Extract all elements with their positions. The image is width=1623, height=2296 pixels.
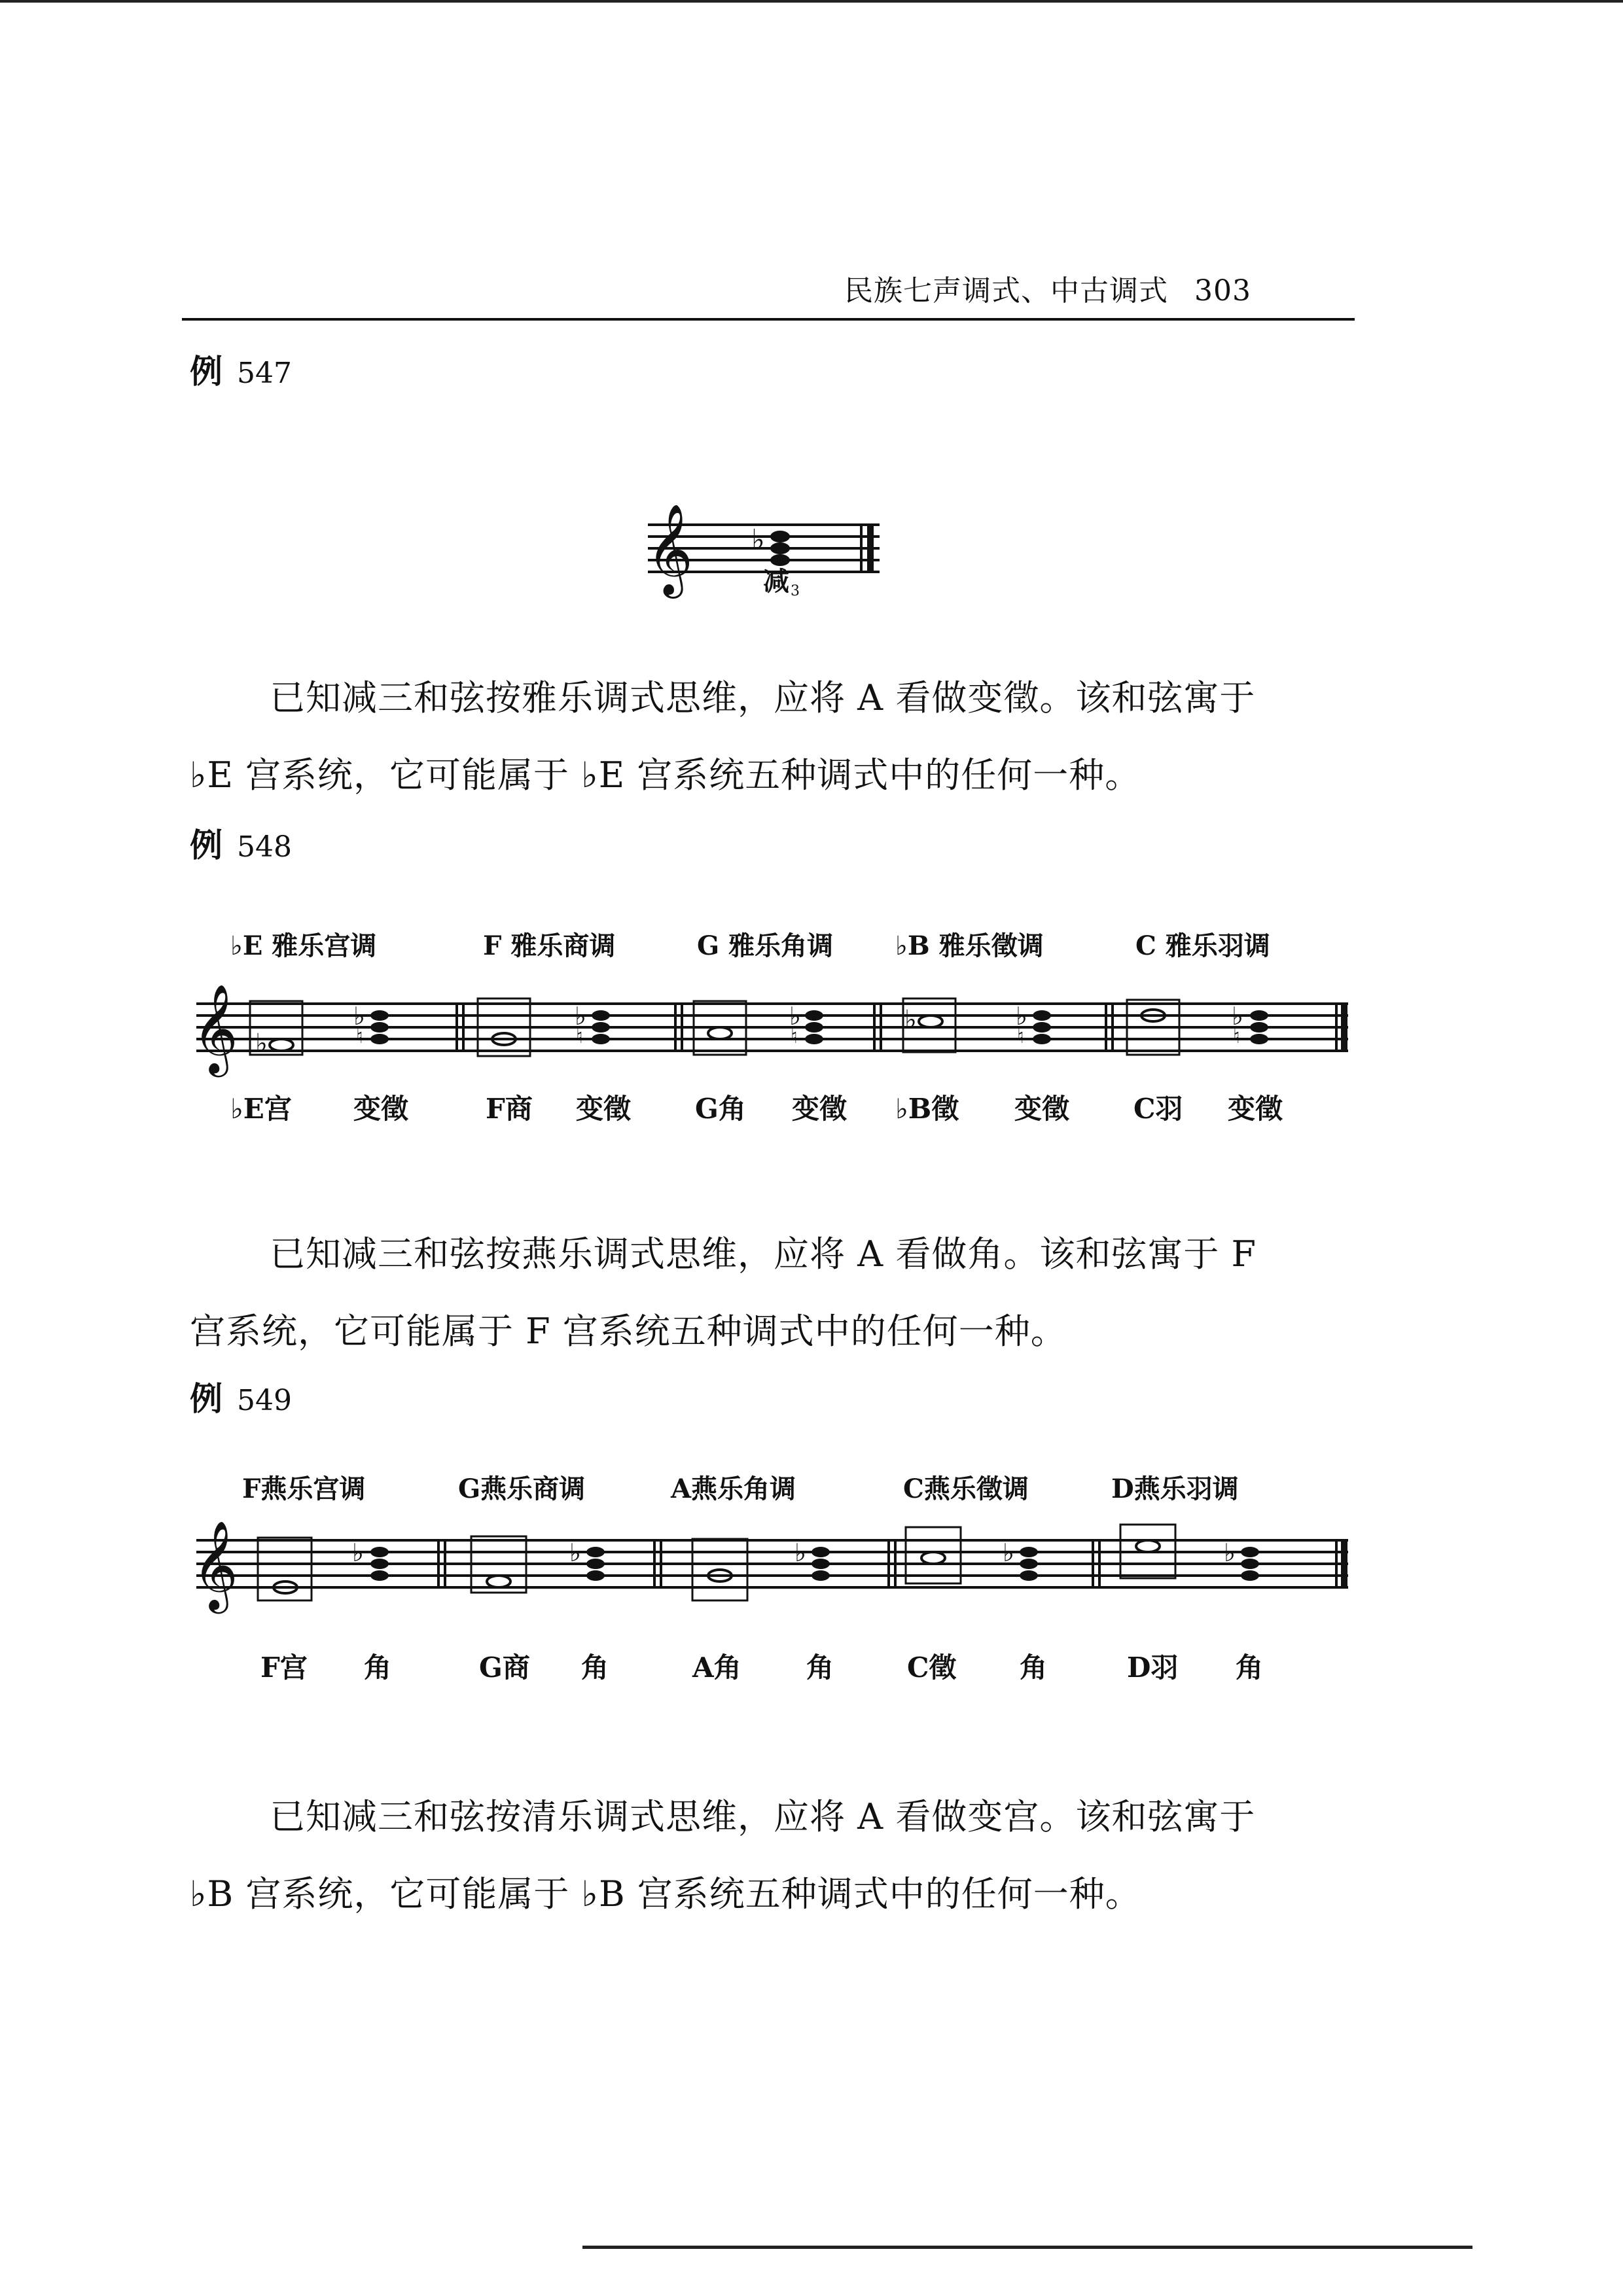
note-label: 变徵: [792, 1093, 847, 1125]
note-label: 角: [806, 1651, 834, 1684]
svg-text:♭: ♭: [352, 1538, 364, 1567]
running-header: [844, 267, 1251, 309]
svg-text:♭: ♭: [1224, 1538, 1236, 1567]
example-547-label: 例 547: [190, 352, 292, 391]
mode-title: C燕乐徵调: [903, 1474, 1029, 1504]
mode-title: ♭B 雅乐徵调: [895, 930, 1044, 961]
example-549-label: 例 549: [190, 1379, 292, 1418]
note-label: G商: [479, 1651, 530, 1684]
mode-title: F 雅乐商调: [483, 930, 616, 961]
note-label: G角: [695, 1093, 746, 1125]
svg-text:♮: ♮: [356, 1025, 363, 1048]
note-label: 角: [1020, 1651, 1048, 1684]
example-548-label: 例 548: [190, 826, 292, 864]
example-549-staff: [190, 1511, 1368, 1616]
page-number: 303: [1194, 274, 1251, 308]
note-label: 角: [1236, 1651, 1264, 1684]
note-label: D羽: [1127, 1651, 1179, 1684]
note-label: F商: [486, 1093, 533, 1125]
treble-clef-icon: 𝄞: [647, 504, 693, 595]
note-label: F宫: [260, 1651, 308, 1684]
example-547-staff: [641, 478, 903, 622]
note-label: 角: [364, 1651, 392, 1684]
note-label: 变徵: [576, 1093, 632, 1125]
header-rule: [182, 318, 1355, 321]
svg-text:♮: ♮: [791, 1025, 798, 1048]
svg-text:♭: ♭: [255, 1029, 268, 1059]
note-label: 变徵: [353, 1093, 409, 1125]
paragraph-1: 已知减三和弦按雅乐调式思维，应将 A 看做变徵。该和弦寓于 ♭E 宫系统，它可能属于 ♭E 宫系统五种调式中的任何一种。: [190, 677, 1256, 796]
mode-title: G 雅乐角调: [697, 930, 834, 961]
svg-text:♮: ♮: [1233, 1025, 1240, 1048]
svg-text:♭: ♭: [575, 1002, 586, 1031]
mode-title: A燕乐角调: [671, 1474, 796, 1504]
bottom-scan-line: [582, 2246, 1472, 2249]
svg-text:3: 3: [791, 583, 800, 599]
svg-text:♮: ♮: [576, 1025, 583, 1048]
note-label: 变徵: [1014, 1093, 1070, 1125]
header-title: 民族七声调式、中古调式: [844, 274, 1168, 308]
note-label: ♭B徵: [895, 1093, 959, 1125]
treble-clef-icon: 𝄞: [192, 1519, 238, 1610]
chord-caption: 减: [763, 566, 789, 597]
note-label: C徵: [907, 1651, 957, 1684]
mode-title: D燕乐羽调: [1111, 1474, 1239, 1504]
note-label: ♭E宫: [230, 1093, 292, 1125]
svg-text:♭: ♭: [904, 1005, 917, 1035]
svg-text:♭: ♭: [569, 1538, 581, 1567]
mode-title: G燕乐商调: [458, 1474, 586, 1504]
mode-title: F燕乐宫调: [242, 1474, 366, 1504]
svg-text:♭: ♭: [353, 1002, 365, 1031]
note-label: A角: [692, 1651, 741, 1684]
note-label: 角: [581, 1651, 609, 1684]
paragraph-3: 已知减三和弦按清乐调式思维，应将 A 看做变宫。该和弦寓于 ♭B 宫系统，它可能属于 ♭B 宫系统五种调式中的任何一种。: [190, 1796, 1256, 1915]
svg-text:♭: ♭: [794, 1538, 806, 1567]
svg-text:♮: ♮: [1017, 1025, 1024, 1048]
top-border: [0, 0, 1623, 3]
note-label: C羽: [1133, 1093, 1183, 1125]
paragraph-2: 已知减三和弦按燕乐调式思维，应将 A 看做角。该和弦寓于 F 宫系统，它可能属于 F 宫系统五种调式中的任何一种。: [190, 1233, 1257, 1352]
svg-text:♭: ♭: [789, 1002, 801, 1031]
treble-clef-icon: 𝄞: [192, 983, 238, 1073]
mode-title: ♭E 雅乐宫调: [230, 930, 377, 961]
mode-title: C 雅乐羽调: [1135, 930, 1270, 961]
note-label: 变徵: [1228, 1093, 1283, 1125]
svg-text:♭: ♭: [1232, 1002, 1243, 1031]
example-548-staff: [190, 975, 1368, 1080]
svg-text:♭: ♭: [1016, 1002, 1027, 1031]
svg-text:♭: ♭: [1003, 1538, 1014, 1567]
svg-text:♭: ♭: [751, 523, 765, 557]
